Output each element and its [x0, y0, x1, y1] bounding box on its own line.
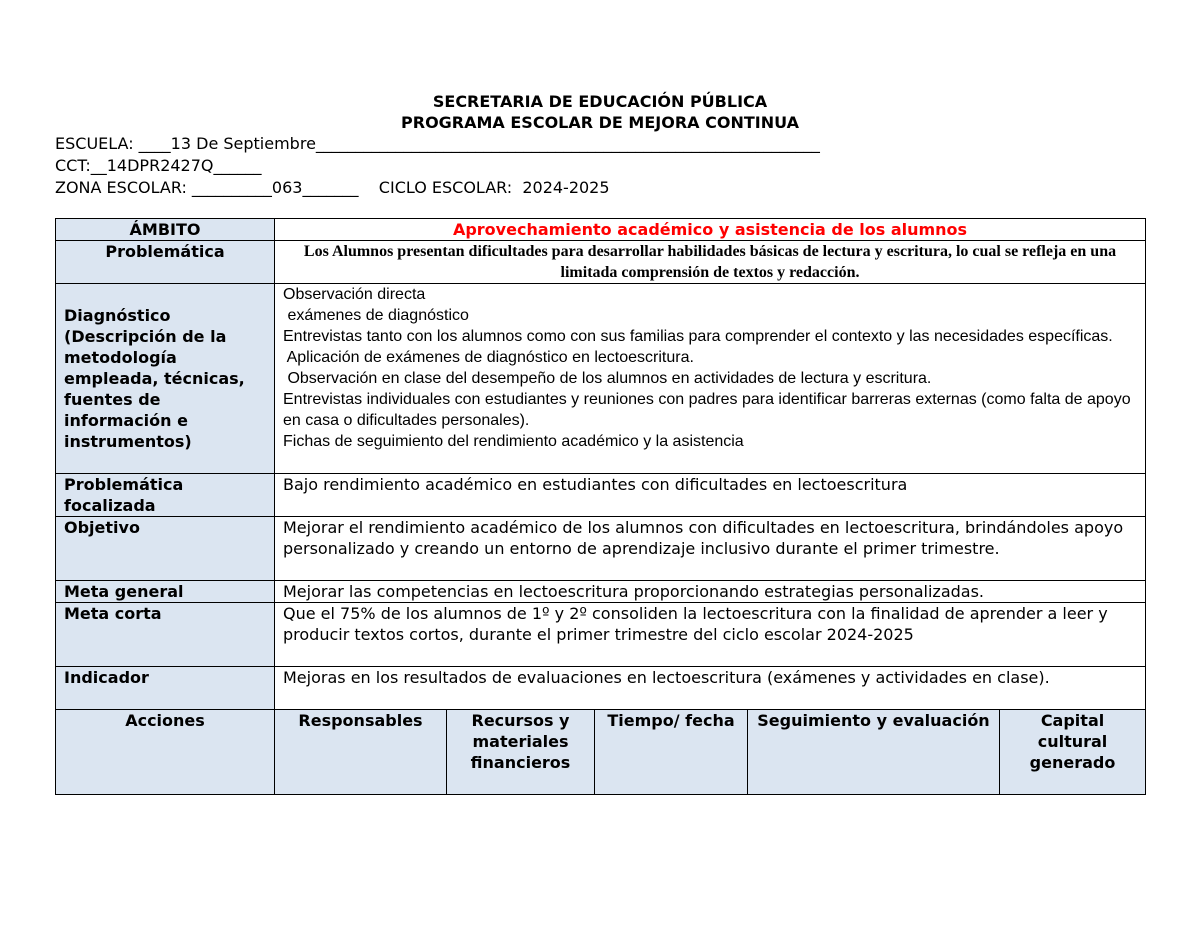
acciones-header-row [56, 710, 1146, 795]
document-title: SECRETARIA DE EDUCACIÓN PÚBLICA [432, 92, 768, 111]
seguimiento-header: Seguimiento y evaluación [748, 710, 1000, 795]
meta-corta-label: Meta corta [56, 603, 275, 667]
focalizada-row [56, 474, 1146, 517]
diagnostico-line: Aplicación de exámenes de diagnóstico en lectoescritura. [283, 349, 694, 366]
diagnostico-row [56, 284, 1146, 474]
meta-general-label: Meta general [56, 581, 275, 603]
problematica-value: Los Alumnos presentan dificultades para desarrollar habilidades básicas de lectura y escritura, lo cual se refleja en una limitada comprensión de textos y redacción. [275, 241, 1146, 284]
ambito-value: Aprovechamiento académico y asistencia de los alumnos [275, 219, 1146, 241]
indicador-value: Mejoras en los resultados de evaluaciones en lectoescritura (exámenes y actividades en clase). [275, 667, 1146, 710]
program-title: PROGRAMA ESCOLAR DE MEJORA CONTINUA [401, 113, 799, 132]
diagnostico-line: Observación directa [283, 286, 426, 303]
diagnostico-line: exámenes de diagnóstico [283, 307, 469, 324]
diagnostico-line: Fichas de seguimiento del rendimiento académico y la asistencia [283, 433, 744, 450]
meta-corta-row [56, 603, 1146, 667]
problematica-label: Problemática [56, 241, 275, 284]
diagnostico-line: Entrevistas tanto con los alumnos como con sus familias para comprender el contexto y las necesidades específicas. [283, 328, 1113, 345]
plan-table [55, 218, 1146, 795]
diagnostico-line: Entrevistas individuales con estudiantes y reuniones con padres para identificar barreras externas (como falta de apoyo en casa o dificultades personales). [283, 391, 1131, 429]
meta-general-value: Mejorar las competencias en lectoescritura proporcionando estrategias personalizadas. [275, 581, 1146, 603]
focalizada-label: Problemática focalizada [56, 474, 275, 517]
diagnostico-line: Observación en clase del desempeño de los alumnos en actividades de lectura y escritura. [283, 370, 932, 387]
objetivo-row [56, 517, 1146, 581]
acciones-header: Acciones [56, 710, 275, 795]
indicador-row [56, 667, 1146, 710]
objetivo-label: Objetivo [56, 517, 275, 581]
recursos-header: Recursos y materiales financieros [447, 710, 595, 795]
ambito-row [56, 219, 1146, 241]
responsables-header: Responsables [275, 710, 447, 795]
school-line: ESCUELA: ____13 De Septiembre_______________________________________________________________ [55, 134, 820, 153]
meta-general-row [56, 581, 1146, 603]
ambito-label: ÁMBITO [56, 219, 275, 241]
meta-corta-value: Que el 75% de los alumnos de 1º y 2º consoliden la lectoescritura con la finalidad de aprender a leer y producir textos cortos, durante el primer trimestre del ciclo escolar 2024-2025 [275, 603, 1146, 667]
objetivo-value: Mejorar el rendimiento académico de los alumnos con dificultades en lectoescritura, brindándoles apoyo personalizado y creando un entorno de aprendizaje inclusivo durante el primer trimestre. [275, 517, 1146, 581]
capital-header: Capital cultural generado [1000, 710, 1146, 795]
focalizada-value: Bajo rendimiento académico en estudiantes con dificultades en lectoescritura [275, 474, 1146, 517]
diagnostico-value [275, 284, 1146, 474]
diagnostico-label: Diagnóstico (Descripción de la metodología empleada, técnicas, fuentes de información e instrumentos) [56, 284, 275, 474]
indicador-label: Indicador [56, 667, 275, 710]
tiempo-header: Tiempo/ fecha [595, 710, 748, 795]
zona-ciclo-line: ZONA ESCOLAR: __________063_______ CICLO ESCOLAR: 2024-2025 [55, 178, 610, 197]
problematica-row [56, 241, 1146, 284]
cct-line: CCT:__14DPR2427Q______ [55, 156, 262, 175]
